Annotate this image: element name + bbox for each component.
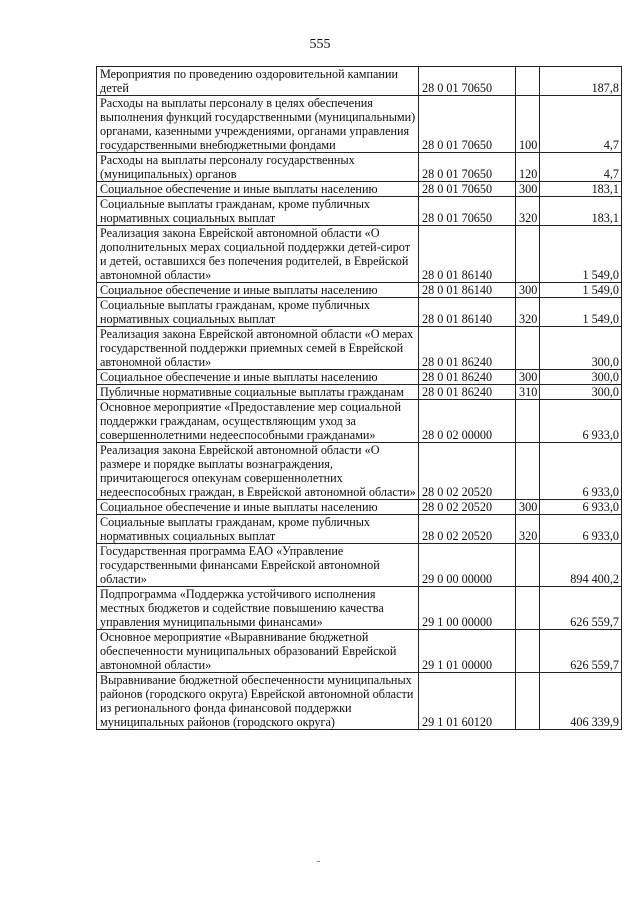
table-row	[97, 500, 622, 515]
row-expense-type-cell	[516, 673, 540, 730]
row-description-cell: Социальные выплаты гражданам, кроме публичных нормативных социальных выплат	[97, 298, 419, 327]
row-expense-type-cell: 100	[516, 96, 540, 153]
row-target-code-cell: 28 0 01 70650	[419, 182, 516, 197]
table-row	[97, 283, 622, 298]
row-expense-type-cell: 300	[516, 370, 540, 385]
row-amount-cell: 187,8	[540, 67, 622, 96]
row-expense-type-cell	[516, 400, 540, 443]
row-expense-type-cell: 320	[516, 197, 540, 226]
table-row	[97, 327, 622, 370]
row-description-cell: Выравнивание бюджетной обеспеченности муниципальных районов (городского округа) Еврейской автономной области из регионального фонда финансовой поддержки муниципальных районов (городского округа)	[97, 673, 419, 730]
table-row	[97, 673, 622, 730]
row-amount-cell: 626 559,7	[540, 630, 622, 673]
row-target-code-cell: 28 0 01 70650	[419, 96, 516, 153]
row-target-code-cell: 28 0 02 20520	[419, 443, 516, 500]
table-row	[97, 182, 622, 197]
row-description-cell: Публичные нормативные социальные выплаты гражданам	[97, 385, 419, 400]
table-row	[97, 197, 622, 226]
row-amount-cell: 300,0	[540, 370, 622, 385]
row-amount-cell: 183,1	[540, 182, 622, 197]
row-target-code-cell: 29 1 00 00000	[419, 587, 516, 630]
table-row	[97, 385, 622, 400]
row-expense-type-cell: 310	[516, 385, 540, 400]
row-expense-type-cell	[516, 544, 540, 587]
row-amount-cell: 626 559,7	[540, 587, 622, 630]
row-expense-type-cell	[516, 67, 540, 96]
row-description-cell: Социальное обеспечение и иные выплаты населению	[97, 182, 419, 197]
row-amount-cell: 894 400,2	[540, 544, 622, 587]
row-target-code-cell: 28 0 01 86140	[419, 283, 516, 298]
table-row	[97, 544, 622, 587]
page-number: 555	[309, 37, 331, 52]
row-description-cell: Реализация закона Еврейской автономной области «О размере и порядке выплаты вознаграждения, причитающегося опекунам совершеннолетних недееспособных граждан, в Еврейской автономной области»	[97, 443, 419, 500]
table-row	[97, 400, 622, 443]
row-amount-cell: 1 549,0	[540, 226, 622, 283]
row-target-code-cell: 29 1 01 60120	[419, 673, 516, 730]
row-amount-cell: 300,0	[540, 385, 622, 400]
row-amount-cell: 6 933,0	[540, 443, 622, 500]
row-expense-type-cell	[516, 587, 540, 630]
row-target-code-cell: 29 1 01 00000	[419, 630, 516, 673]
row-expense-type-cell: 300	[516, 500, 540, 515]
table-row	[97, 515, 622, 544]
table-row	[97, 153, 622, 182]
row-target-code-cell: 28 0 01 70650	[419, 67, 516, 96]
table-row	[97, 630, 622, 673]
row-target-code-cell: 28 0 01 86240	[419, 385, 516, 400]
row-target-code-cell: 28 0 01 70650	[419, 153, 516, 182]
row-description-cell: Социальное обеспечение и иные выплаты населению	[97, 283, 419, 298]
table-row	[97, 96, 622, 153]
row-amount-cell: 4,7	[540, 153, 622, 182]
row-expense-type-cell: 300	[516, 182, 540, 197]
scan-speck	[317, 861, 320, 862]
table-row	[97, 298, 622, 327]
row-expense-type-cell: 120	[516, 153, 540, 182]
row-expense-type-cell: 300	[516, 283, 540, 298]
row-target-code-cell: 28 0 02 20520	[419, 500, 516, 515]
row-target-code-cell: 28 0 01 70650	[419, 197, 516, 226]
row-target-code-cell: 28 0 01 86140	[419, 226, 516, 283]
row-target-code-cell: 29 0 00 00000	[419, 544, 516, 587]
row-expense-type-cell	[516, 226, 540, 283]
row-amount-cell: 6 933,0	[540, 400, 622, 443]
row-description-cell: Социальное обеспечение и иные выплаты населению	[97, 370, 419, 385]
row-target-code-cell: 28 0 02 20520	[419, 515, 516, 544]
row-amount-cell: 183,1	[540, 197, 622, 226]
row-description-cell: Социальное обеспечение и иные выплаты населению	[97, 500, 419, 515]
budget-table	[96, 66, 622, 730]
table-row	[97, 226, 622, 283]
row-description-cell: Мероприятия по проведению оздоровительной кампании детей	[97, 67, 419, 96]
row-expense-type-cell	[516, 630, 540, 673]
row-expense-type-cell	[516, 327, 540, 370]
row-description-cell: Основное мероприятие «Выравнивание бюджетной обеспеченности муниципальных образований Еврейской автономной области»	[97, 630, 419, 673]
row-description-cell: Реализация закона Еврейской автономной области «О дополнительных мерах социальной поддержки детей-сирот и детей, оставшихся без попечения родителей, в Еврейской автономной области»	[97, 226, 419, 283]
row-description-cell: Реализация закона Еврейской автономной области «О мерах государственной поддержки приемных семей в Еврейской автономной области»	[97, 327, 419, 370]
row-amount-cell: 1 549,0	[540, 298, 622, 327]
row-description-cell: Государственная программа ЕАО «Управление государственными финансами Еврейской автономной области»	[97, 544, 419, 587]
row-amount-cell: 406 339,9	[540, 673, 622, 730]
row-description-cell: Основное мероприятие «Предоставление мер социальной поддержки гражданам, осуществляющим уход за совершеннолетними недееспособными гражданами»	[97, 400, 419, 443]
row-amount-cell: 300,0	[540, 327, 622, 370]
row-description-cell: Расходы на выплаты персоналу в целях обеспечения выполнения функций государственными (муниципальными) органами, казенными учреждениями, органами управления государственными внебюджетными фондами	[97, 96, 419, 153]
row-amount-cell: 6 933,0	[540, 515, 622, 544]
row-expense-type-cell: 320	[516, 515, 540, 544]
table-row	[97, 587, 622, 630]
table-row	[97, 370, 622, 385]
row-description-cell: Социальные выплаты гражданам, кроме публичных нормативных социальных выплат	[97, 515, 419, 544]
table-row	[97, 443, 622, 500]
row-expense-type-cell	[516, 443, 540, 500]
row-amount-cell: 1 549,0	[540, 283, 622, 298]
row-target-code-cell: 28 0 01 86240	[419, 370, 516, 385]
row-description-cell: Расходы на выплаты персоналу государственных (муниципальных) органов	[97, 153, 419, 182]
row-target-code-cell: 28 0 01 86140	[419, 298, 516, 327]
row-target-code-cell: 28 0 01 86240	[419, 327, 516, 370]
row-expense-type-cell: 320	[516, 298, 540, 327]
row-amount-cell: 4,7	[540, 96, 622, 153]
row-description-cell: Социальные выплаты гражданам, кроме публичных нормативных социальных выплат	[97, 197, 419, 226]
table-row	[97, 67, 622, 96]
row-description-cell: Подпрограмма «Поддержка устойчивого исполнения местных бюджетов и содействие повышению качества управления муниципальными финансами»	[97, 587, 419, 630]
row-amount-cell: 6 933,0	[540, 500, 622, 515]
budget-table-body	[97, 67, 622, 730]
row-target-code-cell: 28 0 02 00000	[419, 400, 516, 443]
